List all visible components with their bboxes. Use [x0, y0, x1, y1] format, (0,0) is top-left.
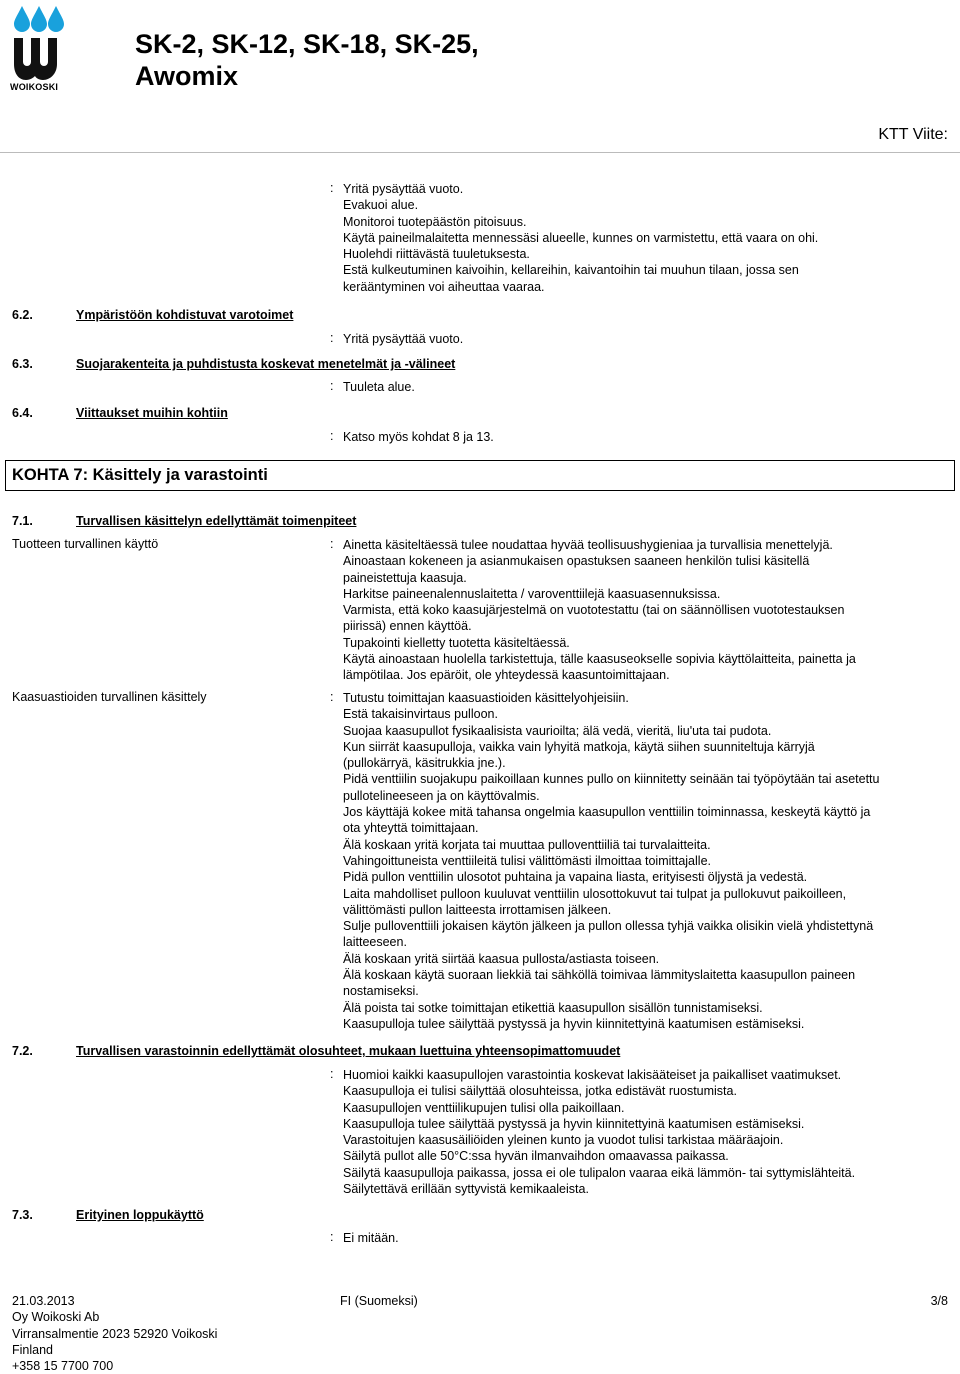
colon: :: [330, 331, 334, 345]
text-line: Evakuoi alue.: [343, 198, 419, 213]
subsection-7-2-heading: 7.2. Turvallisen varastoinnin edellyttämät olosuhteet, mukaan luettuina yhteensopimattomuudet: [12, 1044, 621, 1058]
footer-address: Virransalmentie 2023 52920 Voikoski: [12, 1326, 218, 1341]
subsection-7-3-value: Ei mitään.: [343, 1231, 399, 1245]
text-line: Kaasupulloja ei tulisi säilyttää olosuhteissa, jotka edistävät ruostumista.: [343, 1084, 737, 1099]
subsection-6-3-value: Tuuleta alue.: [343, 380, 415, 394]
text-line: Kaasupulloja tulee säilyttää pystyssä ja hyvin kiinnitettyinä kaatumisen estämiseksi.: [343, 1116, 805, 1131]
subsection-6-2-value: Yritä pysäyttää vuoto.: [343, 332, 464, 346]
text-line: Älä poista tai sotke toimittajan etikettiä kaasupullon sisällön tunnistamiseksi.: [343, 1000, 763, 1015]
text-line: Käytä ainoastaan huolella tarkistettuja, tälle kaasuseokselle sopivia käyttölaitteita, painetta ja: [343, 652, 856, 667]
colon: :: [330, 181, 334, 195]
colon: :: [330, 537, 334, 551]
woikoski-logo: [10, 4, 68, 94]
subsection-7-1-heading: 7.1. Turvallisen käsittelyn edellyttämät toimenpiteet: [12, 514, 357, 528]
text-line: Ainoastaan kokeneen ja asianmukaisen opastuksen saaneen henkilön tulisi käsitellä: [343, 554, 810, 569]
text-line: Kaasupullojen venttiilikupujen tulisi olla paikoillaan.: [343, 1100, 625, 1115]
text-line: Harkitse paineenalennuslaitetta / varoventtiilejä kaasuasennuksissa.: [343, 586, 721, 601]
text-line: Säilytä kaasupulloja paikassa, jossa ei ole tulipalon vaaraa eikä lämmön- tai syttymislähteitä.: [343, 1165, 856, 1180]
page-header: [0, 0, 960, 153]
colon: :: [330, 429, 334, 443]
accidental-release-measures: [343, 181, 818, 295]
text-line: piirissä) ennen käyttöä.: [343, 619, 472, 634]
text-line: Pidä venttiilin suojakupu paikoillaan kunnes pullo on kiinnitetty seinään tai työpöytään tai asetettu: [343, 772, 880, 787]
safe-use-text: [343, 537, 856, 684]
section-7-header: [5, 460, 955, 491]
subsection-6-2-heading: 6.2. Ympäristöön kohdistuvat varotoimet: [12, 308, 294, 322]
text-line: Huolehdi riittävästä tuuletuksesta.: [343, 247, 530, 262]
text-line: laitteeseen.: [343, 935, 407, 950]
subsection-6-4-heading: 6.4. Viittaukset muihin kohtiin: [12, 406, 228, 420]
text-line: Kun siirrät kaasupulloja, vaikka vain lyhyitä matkoja, käytä siihen suunniteltuja kärryjä: [343, 739, 815, 754]
colon: :: [330, 379, 334, 393]
footer-company: Oy Woikoski Ab: [12, 1310, 100, 1325]
storage-conditions-text: [343, 1067, 855, 1197]
page-footer: [12, 1293, 948, 1374]
text-line: Yritä pysäyttää vuoto.: [343, 182, 464, 196]
text-line: Tupakointi kielletty tuotetta käsiteltäessä.: [343, 635, 570, 650]
colon: :: [330, 1230, 334, 1244]
text-line: Monitoroi tuotepäästön pitoisuus.: [343, 214, 527, 229]
text-line: Kaasupulloja tulee säilyttää pystyssä ja hyvin kiinnitettyinä kaatumisen estämiseksi.: [343, 1016, 805, 1031]
footer-phone: +358 15 7700 700: [12, 1359, 114, 1374]
footer-date: 21.03.2013: [12, 1294, 75, 1308]
subsection-6-4-value: Katso myös kohdat 8 ja 13.: [343, 430, 494, 444]
text-line: kerääntyminen voi aiheuttaa vaaraa.: [343, 279, 545, 294]
text-line: Ainetta käsiteltäessä tulee noudattaa hyvää teollisuushygieniaa ja turvallisia menettelyjä.: [343, 538, 833, 552]
text-line: Säilytä pullot alle 50°C:ssa hyvän ilmanvaihdon omaavassa paikassa.: [343, 1149, 729, 1164]
text-line: Estä kulkeutuminen kaivoihin, kellareihin, kaivantoihin tai muuhun tilaan, jossa sen: [343, 263, 799, 278]
text-line: Laita mahdolliset pulloon kuuluvat venttiilin ulosottokuvut tai tulpat ja pullokuvut paikoilleen,: [343, 886, 847, 901]
document-title: [135, 28, 735, 92]
text-line: Tutustu toimittajan kaasuastioiden käsittelyohjeisiin.: [343, 691, 629, 705]
text-line: Älä koskaan yritä siirtää kaasua pullosta/astiasta toiseen.: [343, 951, 660, 966]
text-line: Suojaa kaasupullot fysikaalisista vaurioilta; älä vedä, vieritä, liu'uta tai pudota.: [343, 723, 772, 738]
text-line: nostamiseksi.: [343, 984, 419, 999]
subsection-6-3-heading: 6.3. Suojarakenteita ja puhdistusta koskevat menetelmät ja -välineet: [12, 357, 456, 371]
text-line: Huomioi kaikki kaasupullojen varastointia koskevat lakisääteiset ja paikalliset vaatimukset.: [343, 1068, 842, 1082]
footer-country: Finland: [12, 1342, 53, 1357]
section-7-title: KOHTA 7: Käsittely ja varastointi: [12, 466, 268, 484]
text-line: Älä koskaan käytä suoraan liekkiä tai sähköllä toimivaa lämmityslaitetta kaasupullon paineen: [343, 968, 856, 983]
text-line: Varastoitujen kaasusäiliöiden yleinen kunto ja vuodot tulisi tarkistaa määräajoin.: [343, 1133, 784, 1148]
text-line: (pullokärryä, käsitrukkia jne.).: [343, 756, 506, 771]
text-line: Vahingoittuneista venttiileitä tulisi välittömästi ilmoittaa toimittajalle.: [343, 853, 711, 868]
text-line: paineistettuja kaasuja.: [343, 570, 467, 585]
cylinder-handling-text: [343, 690, 879, 1032]
text-line: ota yhteyttä toimittajaan.: [343, 821, 479, 836]
text-line: välittömästi pullon laitteesta irrottamisen jälkeen.: [343, 902, 612, 917]
colon: :: [330, 690, 334, 704]
text-line: Jos käyttäjä kokee mitä tahansa ongelmia kaasupullon venttiilin toiminnassa, keskeytä käyttö ja: [343, 805, 871, 820]
logo-text: WOIKOSKI: [10, 82, 59, 92]
text-line: Varmista, että koko kaasujärjestelmä on vuototestattu (tai on säännöllisen vuototestauksen: [343, 603, 845, 618]
title-line-1: SK-2, SK-12, SK-18, SK-25,: [135, 29, 479, 59]
cylinder-handling-label: Kaasuastioiden turvallinen käsittely: [12, 690, 207, 704]
text-line: Älä koskaan yritä korjata tai muuttaa pulloventtiiliä tai turvalaitteita.: [343, 837, 711, 852]
ktt-reference: KTT Viite:: [878, 126, 948, 143]
footer-page-number: 3/8: [930, 1294, 948, 1308]
colon: :: [330, 1067, 334, 1081]
text-line: Käytä paineilmalaitetta mennessäsi alueelle, kunnes on varmistettu, että vaara on ohi.: [343, 230, 819, 245]
text-line: Sulje pulloventtiili jokaisen käytön jälkeen ja pullon ollessa tyhjä vaikka olisikin vielä yhdistettynä: [343, 919, 874, 934]
title-line-2: Awomix: [135, 61, 239, 91]
footer-language: FI (Suomeksi): [340, 1294, 418, 1308]
text-line: Pidä pullon venttiilin ulosotot puhtaina ja vapaina liasta, erityisesti öljystä ja vedestä.: [343, 870, 808, 885]
safe-use-label: Tuotteen turvallinen käyttö: [12, 537, 159, 551]
subsection-7-3-heading: 7.3. Erityinen loppukäyttö: [12, 1208, 204, 1222]
text-line: pullotelineeseen ja on käyttövalmis.: [343, 788, 540, 803]
text-line: Estä takaisinvirtaus pulloon.: [343, 707, 498, 722]
text-line: lämpötilaa. Jos epäröit, ole yhteydessä kaasuntoimittajaan.: [343, 668, 670, 683]
text-line: Säilytettävä erillään syttyvistä kemikaaleista.: [343, 1182, 589, 1197]
